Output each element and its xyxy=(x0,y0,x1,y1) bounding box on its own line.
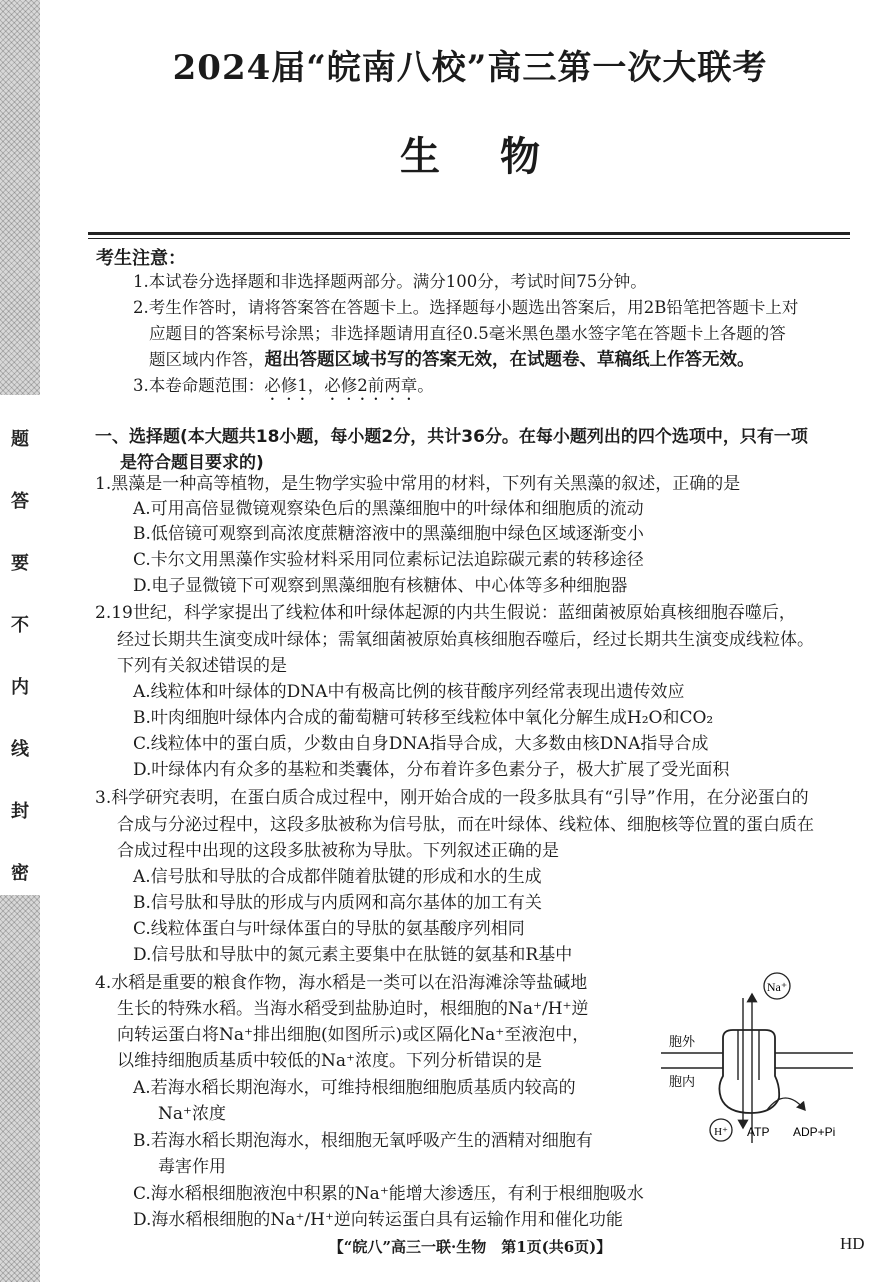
question-4-stem-cont2: 向转运蛋白将Na⁺排出细胞(如图所示)或区隔化Na⁺至液泡中， xyxy=(117,1025,590,1045)
margin-char: 内 xyxy=(11,677,29,698)
question-4-option-a: A.若海水稻长期泡海水，可维持根细胞细胞质基质内较高的 xyxy=(133,1078,576,1098)
notice-item-1: 1.本试卷分选择题和非选择题两部分。满分100分，考试时间75分钟。 xyxy=(133,272,647,291)
question-2-option-d: D.叶绿体内有众多的基粒和类囊体，分布着许多色素分子，极大扩展了受光面积 xyxy=(133,760,730,780)
question-4-option-c: C.海水稻根细胞液泡中积累的Na⁺能增大渗透压，有利于根细胞吸水 xyxy=(133,1184,644,1204)
h-ion-label: H⁺ xyxy=(714,1126,728,1138)
question-3-option-b: B.信号肽和导肽的形成与内质网和高尔基体的加工有关 xyxy=(133,893,542,913)
margin-char: 答 xyxy=(11,491,29,512)
notice-scope: 必修1，必修2前两章。 xyxy=(264,376,434,395)
margin-char: 不 xyxy=(11,615,29,636)
inside-label: 胞内 xyxy=(669,1075,696,1090)
notice-warning: 超出答题区域书写的答案无效，在试题卷、草稿纸上作答无效。 xyxy=(264,350,755,370)
question-1-option-a: A.可用高倍显微镜观察染色后的黑藻细胞中的叶绿体和细胞质的流动 xyxy=(133,499,644,519)
header-rule-thick xyxy=(88,232,850,235)
question-2-stem-cont: 经过长期共生演变成叶绿体；需氧细菌被原始真核细胞吞噬后，经过长期共生演变成线粒体。 xyxy=(117,630,814,650)
question-4-option-b-cont: 毒害作用 xyxy=(158,1157,226,1177)
adp-label: ADP+Pi xyxy=(793,1125,836,1139)
question-3-stem: 3.科学研究表明，在蛋白质合成过程中，刚开始合成的一段多肽具有“引导”作用，在分泌蛋白的 xyxy=(95,788,809,808)
question-4-option-a-cont: Na⁺浓度 xyxy=(158,1104,226,1124)
margin-char: 密 xyxy=(11,863,29,884)
na-ion-label: Na⁺ xyxy=(766,980,788,994)
outside-label: 胞外 xyxy=(669,1035,696,1050)
notice-item-2-end: 题区域内作答，超出答题区域书写的答案无效，在试题卷、草稿纸上作答无效。 xyxy=(149,350,755,370)
question-1-stem: 1.黑藻是一种高等植物，是生物学实验中常用的材料，下列有关黑藻的叙述，正确的是 xyxy=(95,474,741,494)
antiporter-diagram xyxy=(655,968,855,1153)
question-2-option-b: B.叶肉细胞叶绿体内合成的葡萄糖可转移至线粒体中氧化分解生成H₂O和CO₂ xyxy=(133,708,714,728)
binding-margin-text-area xyxy=(0,395,40,895)
question-4-stem: 4.水稻是重要的粮食作物，海水稻是一类可以在沿海滩涂等盐碱地 xyxy=(95,973,588,993)
header-rule-thin xyxy=(88,238,850,239)
atp-label: ATP xyxy=(747,1125,770,1139)
question-1-option-b: B.低倍镜可观察到高浓度蔗糖溶液中的黑藻细胞中绿色区域逐渐变小 xyxy=(133,524,644,544)
question-3-option-d: D.信号肽和导肽中的氮元素主要集中在肽链的氨基和R基中 xyxy=(133,945,573,965)
question-3-stem-end: 合成过程中出现的这段多肽被称为导肽。下列叙述正确的是 xyxy=(117,841,559,861)
notice-heading: 考生注意： xyxy=(96,248,186,269)
margin-char: 题 xyxy=(11,429,29,450)
notice-item-3: 3.本卷命题范围：必修1，必修2前两章。 xyxy=(133,376,434,395)
transporter-protein xyxy=(719,1030,779,1113)
margin-char: 线 xyxy=(11,739,29,760)
question-3-option-c: C.线粒体蛋白与叶绿体蛋白的导肽的氨基酸序列相同 xyxy=(133,919,525,939)
question-2-option-c: C.线粒体中的蛋白质，少数由自身DNA指导合成，大多数由核DNA指导合成 xyxy=(133,734,709,754)
question-2-option-a: A.线粒体和叶绿体的DNA中有极高比例的核苷酸序列经常表现出遗传效应 xyxy=(133,682,685,702)
margin-char: 要 xyxy=(11,553,29,574)
question-2-stem: 2.19世纪，科学家提出了线粒体和叶绿体起源的内共生假说：蓝细菌被原始真核细胞吞噬后， xyxy=(95,603,796,623)
question-4-option-d: D.海水稻根细胞的Na⁺/H⁺逆向转运蛋白具有运输作用和催化功能 xyxy=(133,1210,623,1230)
question-3-option-a: A.信号肽和导肽的合成都伴随着肽键的形成和水的生成 xyxy=(133,867,542,887)
page-footer: 【“皖八”高三一联·生物 第1页(共6页)】 xyxy=(328,1238,612,1256)
margin-char: 封 xyxy=(11,801,29,822)
question-1-option-d: D.电子显微镜下可观察到黑藻细胞有核糖体、中心体等多种细胞器 xyxy=(133,576,628,596)
footer-code: HD xyxy=(840,1234,865,1253)
section-heading: 一、选择题(本大题共18小题，每小题2分，共计36分。在每小题列出的四个选项中，只有一项 xyxy=(95,427,808,447)
section-heading-cont: 是符合题目要求的) xyxy=(120,453,264,473)
question-1-option-c: C.卡尔文用黑藻作实验材料采用同位素标记法追踪碳元素的转移途径 xyxy=(133,550,644,570)
question-4-stem-cont: 生长的特殊水稻。当海水稻受到盐胁迫时，根细胞的Na⁺/H⁺逆 xyxy=(117,999,589,1019)
subject-title: 生物 xyxy=(400,133,600,180)
question-4-option-b: B.若海水稻长期泡海水，根细胞无氧呼吸产生的酒精对细胞有 xyxy=(133,1131,593,1151)
notice-item-2-cont: 应题目的答案标号涂黑；非选择题请用直径0.5毫米黑色墨水签字笔在答题卡上各题的答 xyxy=(149,324,786,343)
question-2-stem-end: 下列有关叙述错误的是 xyxy=(117,656,287,676)
notice-item-2: 2.考生作答时，请将答案答在答题卡上。选择题每小题选出答案后，用2B铅笔把答题卡上对 xyxy=(133,298,799,317)
binding-margin xyxy=(0,0,40,1282)
exam-title: 2024届“皖南八校”高三第一次大联考 xyxy=(172,48,768,88)
question-3-stem-cont: 合成与分泌过程中，这段多肽被称为信号肽，而在叶绿体、线粒体、细胞核等位置的蛋白质在 xyxy=(117,815,814,835)
question-4-stem-end: 以维持细胞质基质中较低的Na⁺浓度。下列分析错误的是 xyxy=(117,1051,542,1071)
